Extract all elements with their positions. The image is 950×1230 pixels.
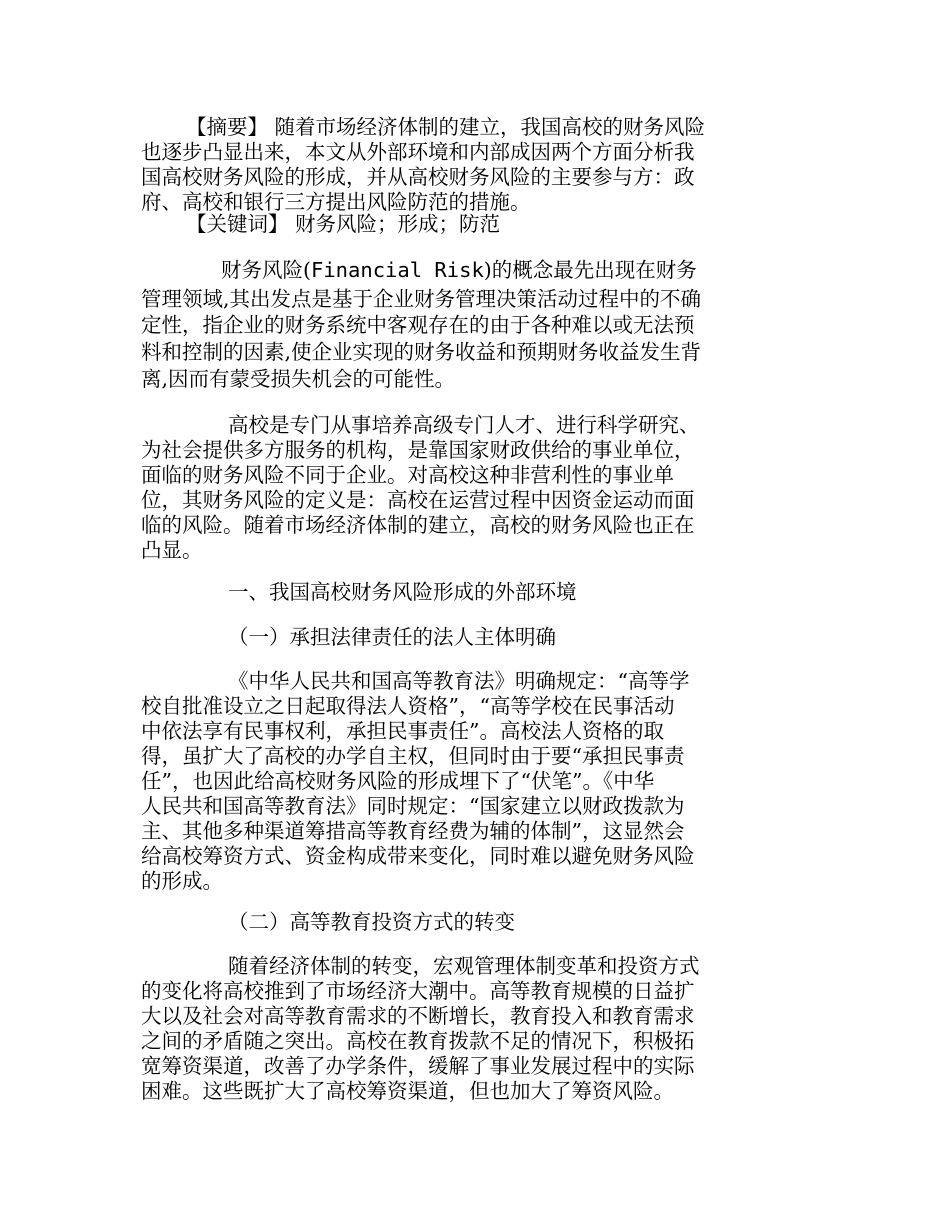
- paragraph-line: 的变化将高校推到了市场经济大潮中。高等教育规模的日益扩: [141, 979, 695, 1003]
- paragraph-line: 给高校筹资方式、资金构成带来变化，同时难以避免财务风险: [141, 844, 695, 868]
- paragraph-line: 之间的矛盾随之突出。高校在教育拨款不足的情况下，积极拓: [141, 1029, 695, 1053]
- paragraph-line: 中依法享有民事权利，承担民事责任”。高校法人资格的取: [141, 719, 664, 743]
- paragraph-line: 为社会提供多方服务的机构，是靠国家财政供给的事业单位，: [141, 438, 695, 462]
- paragraph-line: 面临的财务风险不同于企业。对高校这种非营利性的事业单: [141, 463, 674, 487]
- paragraph-text: )的概念最先出现在财务: [483, 258, 697, 282]
- keywords-line: 【关键词】 财务风险；形成；防范: [186, 212, 501, 236]
- paragraph-line: 随着经济体制的转变，宏观管理体制变革和投资方式: [228, 954, 700, 978]
- paragraph-line: 凸显。: [141, 538, 203, 562]
- paragraph-line: 大以及社会对高等教育需求的不断增长，教育投入和教育需求: [141, 1004, 695, 1028]
- abstract-line: 也逐步凸显出来，本文从外部环境和内部成因两个方面分析我: [141, 140, 695, 164]
- subsection-heading: （二）高等教育投资方式的转变: [228, 910, 515, 934]
- paragraph-line: 位，其财务风险的定义是：高校在运营过程中因资金运动而面: [141, 488, 695, 512]
- paragraph-line: 人民共和国高等教育法》同时规定：“国家建立以财政拨款为: [141, 794, 685, 818]
- abstract-line: 府、高校和银行三方提出风险防范的措施。: [141, 190, 531, 214]
- paragraph-line: 临的风险。随着市场经济体制的建立，高校的财务风险也正在: [141, 513, 695, 537]
- paragraph-line: 管理领域,其出发点是基于企业财务管理决策活动过程中的不确: [141, 287, 702, 311]
- paragraph-line: 定性，指企业的财务系统中客观存在的由于各种难以或无法预: [141, 313, 695, 337]
- paragraph-line: 离,因而有蒙受损失机会的可能性。: [141, 367, 456, 391]
- paragraph-line: 《中华人民共和国高等教育法》明确规定：“高等学: [228, 669, 690, 693]
- abstract-line: 【摘要】 随着市场经济体制的建立，我国高校的财务风险: [186, 115, 706, 139]
- paragraph-line: [221, 258, 821, 282]
- subsection-heading: （一）承担法律责任的法人主体明确: [228, 625, 556, 649]
- section-heading: 一、我国高校财务风险形成的外部环境: [228, 580, 577, 604]
- paragraph-line: 的形成。: [141, 869, 223, 893]
- paragraph-line: 料和控制的因素,使企业实现的财务收益和预期财务收益发生背: [141, 340, 702, 364]
- paragraph-line: 宽筹资渠道，改善了办学条件，缓解了事业发展过程中的实际: [141, 1054, 695, 1078]
- paragraph-line: 得，虽扩大了高校的办学自主权，但同时由于要“承担民事责: [141, 744, 685, 768]
- paragraph-line: 任”，也因此给高校财务风险的形成埋下了“伏笔”。《中华: [141, 769, 655, 793]
- paragraph-text: 财务风险(: [221, 258, 311, 282]
- english-term: Financial Risk: [311, 258, 484, 282]
- paragraph-line: 主、其他多种渠道筹措高等教育经费为辅的体制”，这显然会: [141, 819, 685, 843]
- paragraph-line: 困难。这些既扩大了高校筹资渠道，但也加大了筹资风险。: [141, 1079, 674, 1103]
- paragraph-line: 校自批准设立之日起取得法人资格”，“高等学校在民事活动: [141, 694, 675, 718]
- abstract-line: 国高校财务风险的形成，并从高校财务风险的主要参与方：政: [141, 165, 695, 189]
- paragraph-line: 高校是专门从事培养高级专门人才、进行科学研究、: [228, 413, 700, 437]
